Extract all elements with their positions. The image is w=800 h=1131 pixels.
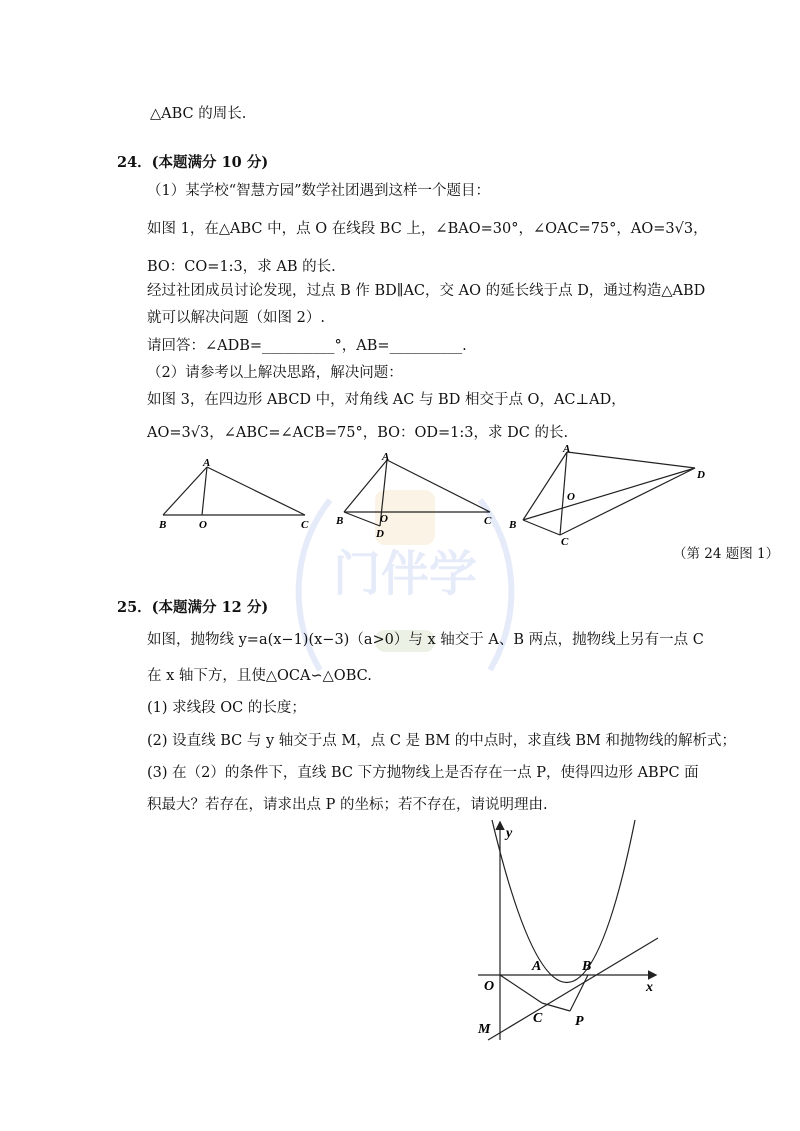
q25-line-3: (1) 求线段 OC 的长度； [147,700,306,716]
graph-label-p: P [575,1014,584,1029]
graph-label-b: B [582,959,592,974]
fig3-label-a: A [563,443,571,455]
figure-2 [332,448,502,542]
q24-line-8: 如图 3，在四边形 ABCD 中，对角线 AC 与 BD 相交于点 O，AC⊥AD， [147,392,626,408]
q25-line-2: 在 x 轴下方，且使△OCA∽△OBC. [147,668,372,684]
fig3-label-o: O [567,491,575,503]
graph-label-y: y [506,826,513,841]
q25-header: 25．(本题满分 12 分) [117,599,269,616]
fig1-label-o: O [199,519,207,531]
graph-label-x: x [646,980,653,995]
graph-label-a: A [532,959,542,974]
q24-line-2: 如图 1，在△ABC 中，点 O 在线段 BC 上，∠BAO=30°，∠OAC=75°，AO=3√3， [147,221,708,237]
q25-line-4: (2) 设直线 BC 与 y 轴交于点 M，点 C 是 BM 的中点时，求直线 BM 和抛物线的解析式； [147,733,737,749]
figure-caption: （第 24 题图 1） [673,546,780,562]
q24-line-7: （2）请参考以上解决思路，解决问题： [147,365,403,381]
graph-label-m: M [478,1022,491,1037]
fig1-label-c: C [301,519,309,531]
fig2-label-b: B [336,515,344,527]
fig2-label-c: C [484,515,492,527]
q24-line-9: AO=3√3，∠ABC=∠ACB=75°，BO：OD=1:3，求 DC 的长. [147,425,569,441]
q25-line-1: 如图，抛物线 y=a(x−1)(x−3)（a>0）与 x 轴交于 A、B 两点，抛物线上另有一点 C [147,632,704,648]
q24-line-5: 就可以解决问题（如图 2）. [147,310,325,326]
q24-line-1: （1）某学校“智慧方园”数学社团遇到这样一个题目： [147,183,491,199]
continuation-text: △ABC 的周长. [150,106,247,122]
graph-label-o: O [484,979,495,994]
q24-line-3: BO：CO=1:3，求 AB 的长. [147,259,336,275]
q24-header: 24．(本题满分 10 分) [117,154,269,171]
fig2-label-a: A [382,451,390,463]
q25-line-5: (3) 在（2）的条件下，直线 BC 下方抛物线上是否存在一点 P，使得四边形 ABPC 面 [147,765,699,781]
fig1-label-a: A [203,457,211,469]
parabola-graph [470,815,670,1049]
fig2-label-d: D [376,528,384,538]
fig2-label-o: O [380,513,388,525]
fig3-label-b: B [509,519,517,531]
q24-line-4: 经过社团成员讨论发现，过点 B 作 BD∥AC，交 AO 的延长线于点 D，通过构造△ABD [147,283,706,299]
q25-line-6: 积最大？若存在，请求出点 P 的坐标；若不存在，请说明理由. [147,797,548,813]
figure-1 [155,455,315,539]
fig3-label-d: D [697,469,705,481]
fig3-label-c: C [561,536,569,548]
watermark-text: 门伴学 [332,546,478,602]
fig1-label-b: B [159,519,167,531]
q24-line-6: 请回答：∠ADB=__________°，AB=__________. [147,338,467,354]
figure-3 [505,440,715,554]
graph-label-c: C [533,1011,543,1026]
